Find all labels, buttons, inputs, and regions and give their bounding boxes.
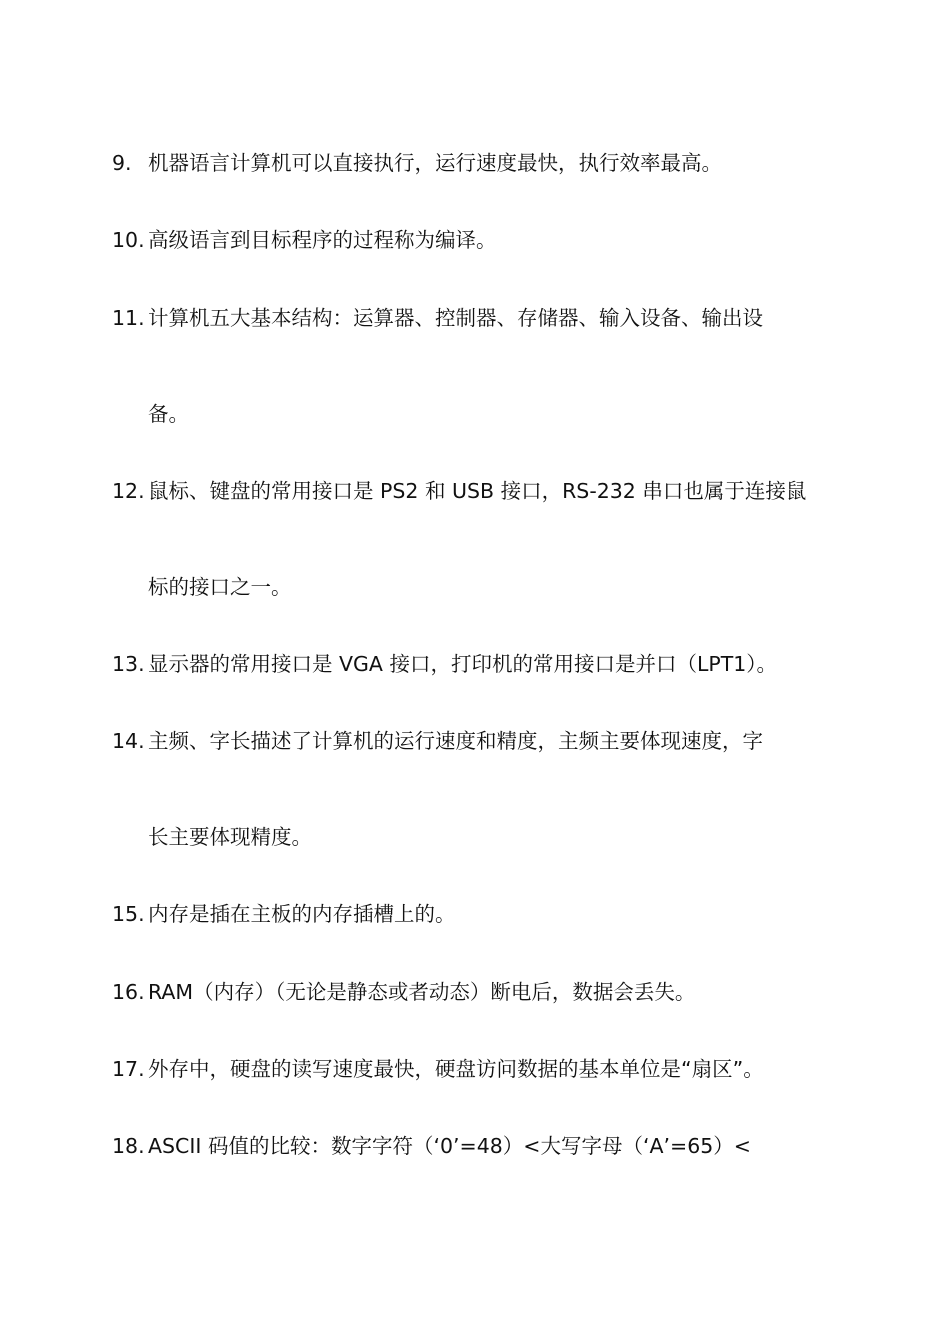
item-text: 显示器的常用接口是 VGA 接口，打印机的常用接口是并口（LPT1）。 [148,652,778,676]
item-number: 9. [112,151,132,175]
item-text-continued: 标的接口之一。 [148,575,292,599]
item-number: 12. [112,479,145,503]
item-text: 计算机五大基本结构：运算器、控制器、存储器、输入设备、输出设 [148,306,763,330]
item-number: 15. [112,902,145,926]
item-number: 11. [112,306,145,330]
item-text: RAM（内存）（无论是静态或者动态）断电后，数据会丢失。 [148,980,696,1004]
item-text: 外存中，硬盘的读写速度最快，硬盘访问数据的基本单位是“扇区”。 [148,1057,764,1081]
item-text: 主频、字长描述了计算机的运行速度和精度，主频主要体现速度，字 [148,729,763,753]
item-text-continued: 备。 [148,402,189,426]
item-text-continued: 长主要体现精度。 [148,825,312,849]
item-number: 17. [112,1057,145,1081]
item-text: 机器语言计算机可以直接执行，运行速度最快，执行效率最高。 [148,151,722,175]
item-number: 13. [112,652,145,676]
item-text: 高级语言到目标程序的过程称为编译。 [148,228,497,252]
item-number: 16. [112,980,145,1004]
item-text: 鼠标、键盘的常用接口是 PS2 和 USB 接口，RS-232 串口也属于连接鼠 [148,479,807,503]
item-text: 内存是插在主板的内存插槽上的。 [148,902,456,926]
item-text: ASCII 码值的比较：数字字符（‘0’=48）<大写字母（‘A’=65）< [148,1134,751,1158]
item-number: 10. [112,228,145,252]
item-number: 14. [112,729,145,753]
item-number: 18. [112,1134,145,1158]
